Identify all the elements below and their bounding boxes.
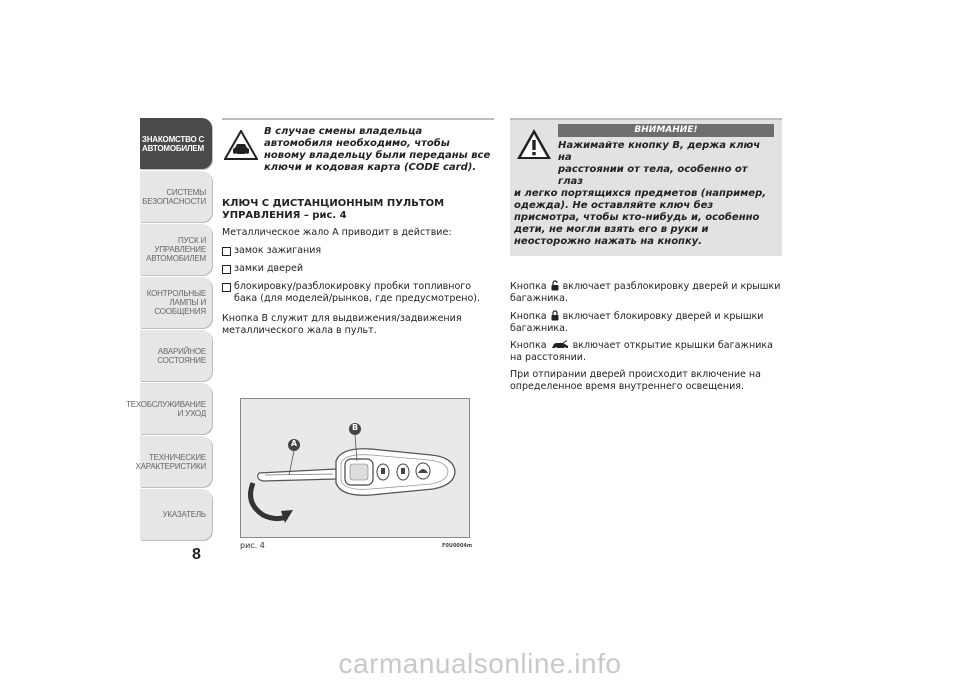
attention-text bbox=[514, 140, 774, 248]
trunk-open-icon bbox=[551, 340, 569, 350]
button-word: Кнопка bbox=[510, 340, 547, 351]
attention-title: ВНИМАНИЕ! bbox=[558, 124, 774, 137]
tab-specifications[interactable] bbox=[135, 436, 212, 487]
trunk-desc: включает открытие крышки багажника на расстоянии. bbox=[510, 340, 773, 363]
trunk-text bbox=[510, 340, 782, 364]
tab-maintenance[interactable] bbox=[126, 383, 212, 434]
ownership-note-text: В случае смены владельца автомобиля необходимо, чтобы новому владельцу были переданы все ключи и кодовая карта (CODE card). bbox=[264, 126, 491, 173]
warning-triangle-icon bbox=[516, 128, 552, 160]
tab-label: ТЕХОБСЛУЖИВАНИЕ И УХОД bbox=[126, 399, 206, 418]
left-column bbox=[222, 118, 494, 337]
lock-desc: включает блокировку дверей и крышки багажника. bbox=[510, 311, 764, 334]
tab-index[interactable] bbox=[140, 489, 212, 540]
unlock-desc: включает разблокировку дверей и крышки багажника. bbox=[510, 281, 781, 304]
unlock-text bbox=[510, 280, 782, 305]
key-figure bbox=[240, 398, 470, 538]
button-b-text: Кнопка B служит для выдвижения/задвижения металлического жала в пульт. bbox=[222, 313, 462, 336]
chapter-sidebar bbox=[126, 118, 212, 542]
tab-label: ЗНАКОМСТВО С АВТОМОБИЛЕМ bbox=[141, 134, 205, 153]
list-item: замок зажигания bbox=[222, 245, 494, 257]
ownership-note bbox=[222, 118, 494, 184]
figure-code: F0U0004m bbox=[442, 543, 473, 549]
car-warning-icon bbox=[224, 130, 258, 160]
tab-emergency[interactable] bbox=[140, 330, 212, 381]
right-column bbox=[510, 118, 782, 393]
tab-introduction[interactable] bbox=[140, 118, 212, 169]
tab-label: СИСТЕМЫ БЕЗОПАСНОСТИ bbox=[142, 187, 206, 206]
tab-label: ПУСК И УПРАВЛЕНИЕ АВТОМОБИЛЕМ bbox=[146, 236, 206, 263]
page-number: 8 bbox=[192, 546, 201, 563]
unlock-icon bbox=[551, 280, 559, 291]
tab-safety[interactable] bbox=[140, 171, 212, 222]
attention-line: Нажимайте кнопку B, держа ключ на bbox=[558, 140, 761, 163]
tab-label: КОНТРОЛЬНЫЕ ЛАМПЫ И СООБЩЕНИЯ bbox=[146, 289, 206, 316]
figure-caption: рис. 4 bbox=[240, 541, 265, 550]
tab-label: АВАРИЙНОЕ СОСТОЯНИЕ bbox=[157, 346, 206, 365]
list-item: замки дверей bbox=[222, 263, 494, 275]
tab-warning-lights[interactable] bbox=[140, 277, 212, 328]
attention-box bbox=[510, 118, 782, 256]
button-word: Кнопка bbox=[510, 311, 547, 322]
tab-starting-driving[interactable] bbox=[140, 224, 212, 275]
attention-line: расстоянии от тела, особенно от глаз bbox=[558, 164, 748, 187]
tab-label: ТЕХНИЧЕСКИЕ ХАРАКТЕРИСТИКИ bbox=[135, 452, 206, 471]
callout-b-label: B bbox=[351, 423, 359, 432]
list-item: блокировку/разблокировку пробки топливного бака (для моделей/рынков, где предусмотрено). bbox=[222, 281, 494, 305]
lock-text bbox=[510, 310, 782, 335]
remote-key-illustration bbox=[241, 399, 469, 537]
section-heading: КЛЮЧ С ДИСТАНЦИОННЫМ ПУЛЬТОМ УПРАВЛЕНИЯ – рис. 4 bbox=[222, 198, 445, 221]
tab-label: УКАЗАТЕЛЬ bbox=[162, 510, 206, 519]
lock-icon bbox=[551, 310, 559, 321]
attention-rest: и легко портящихся предметов (например, одежда). Не оставляйте ключ без присмотра, чтобы кто-нибудь и, особенно дети, не могли взять его в руки и неосторожно нажать на кнопку. bbox=[514, 188, 767, 247]
callout-a-label: A bbox=[290, 439, 298, 448]
button-word: Кнопка bbox=[510, 281, 547, 292]
watermark: carmanualsonline.info bbox=[338, 648, 622, 679]
interior-light-text: При отпирании дверей происходит включение на определенное время внутреннего освещения. bbox=[510, 369, 761, 392]
intro-text: Металлическое жало A приводит в действие: bbox=[222, 227, 452, 238]
